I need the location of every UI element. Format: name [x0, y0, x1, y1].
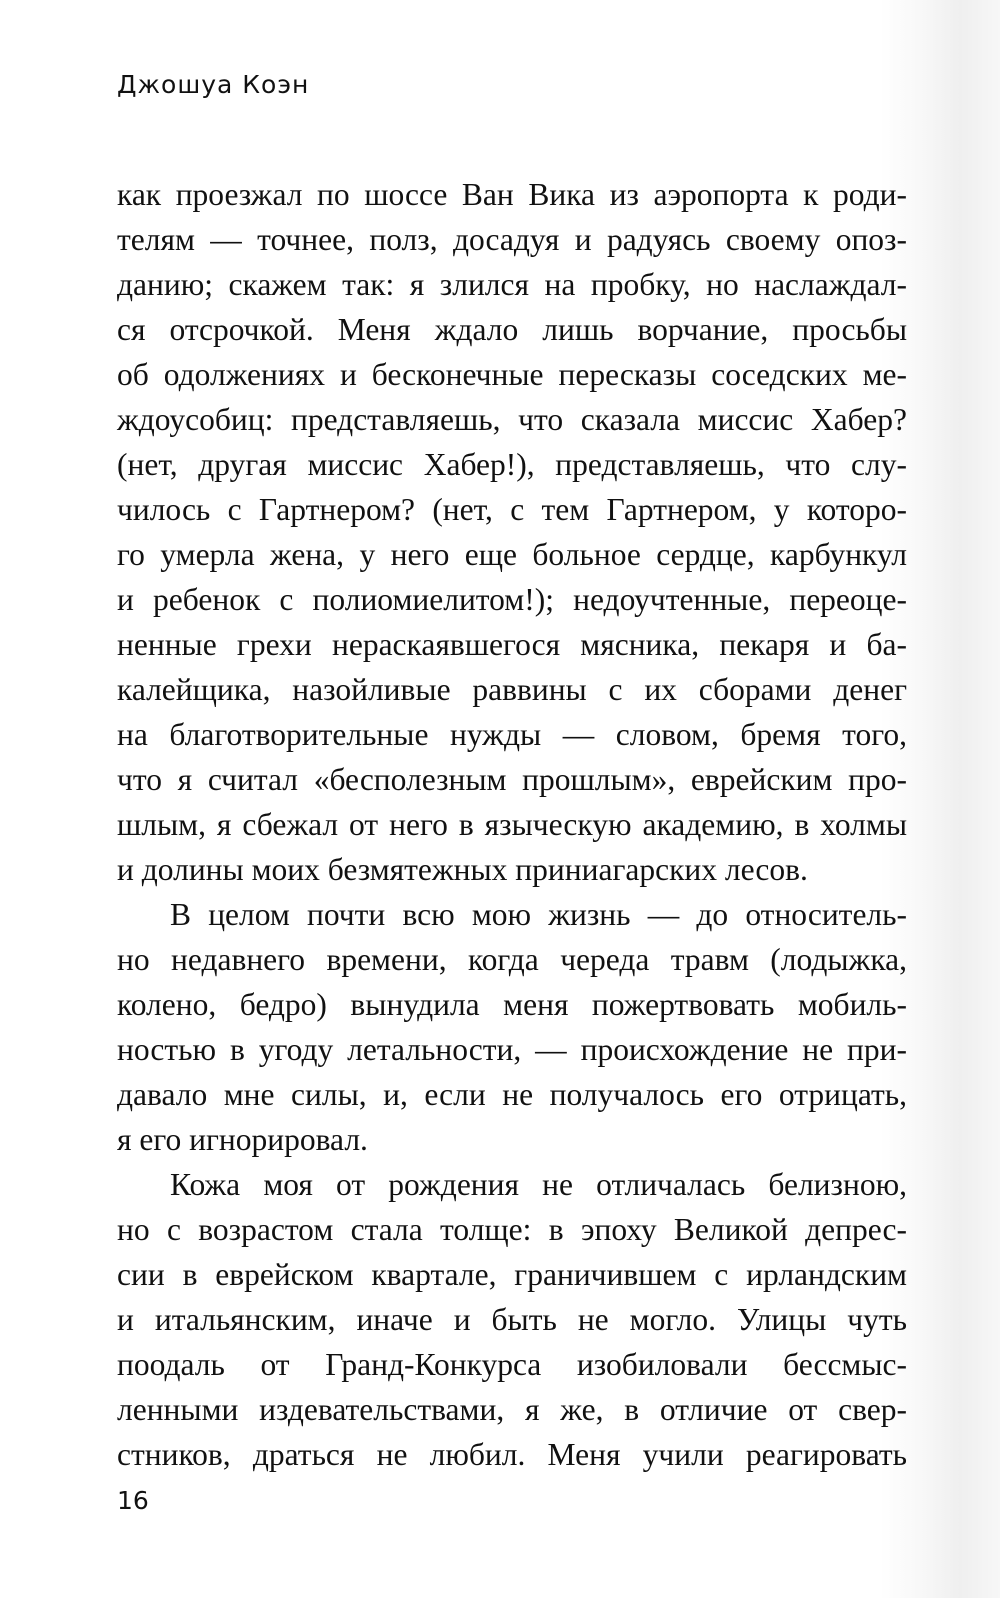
paragraph-start-line: В целом почти всю мою жизнь — до относитель- [170, 897, 907, 932]
paragraph-end-line: и долины моих безмятежных приниагарских лесов. [117, 852, 808, 887]
text-line: об одолжениях и бесконечные пересказы соседских ме- [117, 357, 907, 392]
text-line: чилось с Гартнером? (нет, с тем Гартнером, у которо- [117, 492, 907, 527]
paragraph-start-line: Кожа моя от рождения не отличалась белизною, [170, 1167, 907, 1202]
text-line: стников, драться не любил. Меня учили реагировать [117, 1437, 907, 1472]
text-line: и ребенок с полиомиелитом!); недоучтенные, переоце- [117, 582, 907, 617]
text-line: давало мне силы, и, если не получалось его отрицать, [117, 1077, 907, 1112]
text-line: но с возрастом стала толще: в эпоху Великой депрес- [117, 1212, 907, 1247]
text-line: ждоусобиц: представляешь, что сказала миссис Хабер? [117, 402, 907, 437]
text-line: ся отсрочкой. Меня ждало лишь ворчание, просьбы [117, 312, 907, 347]
paragraph-end-line: я его игнорировал. [117, 1122, 368, 1157]
text-line: калейщика, назойливые раввины с их сборами денег [117, 672, 907, 707]
text-line: что я считал «бесполезным прошлым», еврейским про- [117, 762, 907, 797]
text-line: ненные грехи нераскаявшегося мясника, пекаря и ба- [117, 627, 907, 662]
text-line: на благотворительные нужды — словом, бремя того, [117, 717, 907, 752]
text-line: ностью в угоду летальности, — происхождение не при- [117, 1032, 907, 1067]
text-line: поодаль от Гранд-Конкурса изобиловали бессмыс- [117, 1347, 907, 1382]
text-line: сии в еврейском квартале, граничившем с ирландским [117, 1257, 907, 1292]
text-line: колено, бедро) вынудила меня пожертвовать мобиль- [117, 987, 907, 1022]
body-text [117, 172, 907, 1477]
text-line: но недавнего времени, когда череда травм (лодыжка, [117, 942, 907, 977]
text-line: го умерла жена, у него еще больное сердце, карбункул [117, 537, 907, 572]
text-line: (нет, другая миссис Хабер!), представляешь, что слу- [117, 447, 907, 482]
text-line: телям — точнее, полз, досадуя и радуясь своему опоз- [117, 222, 907, 257]
text-line: шлым, я сбежал от него в языческую академию, в холмы [117, 807, 907, 842]
text-line: данию; скажем так: я злился на пробку, но наслаждал- [117, 267, 907, 302]
text-line: как проезжал по шоссе Ван Вика из аэропорта к роди- [117, 177, 907, 212]
text-line: и итальянским, иначе и быть не могло. Улицы чуть [117, 1302, 907, 1337]
page-number: 16 [117, 1486, 149, 1515]
text-line: ленными издевательствами, я же, в отличие от свер- [117, 1392, 907, 1427]
running-head-author: Джошуа Коэн [117, 70, 310, 99]
